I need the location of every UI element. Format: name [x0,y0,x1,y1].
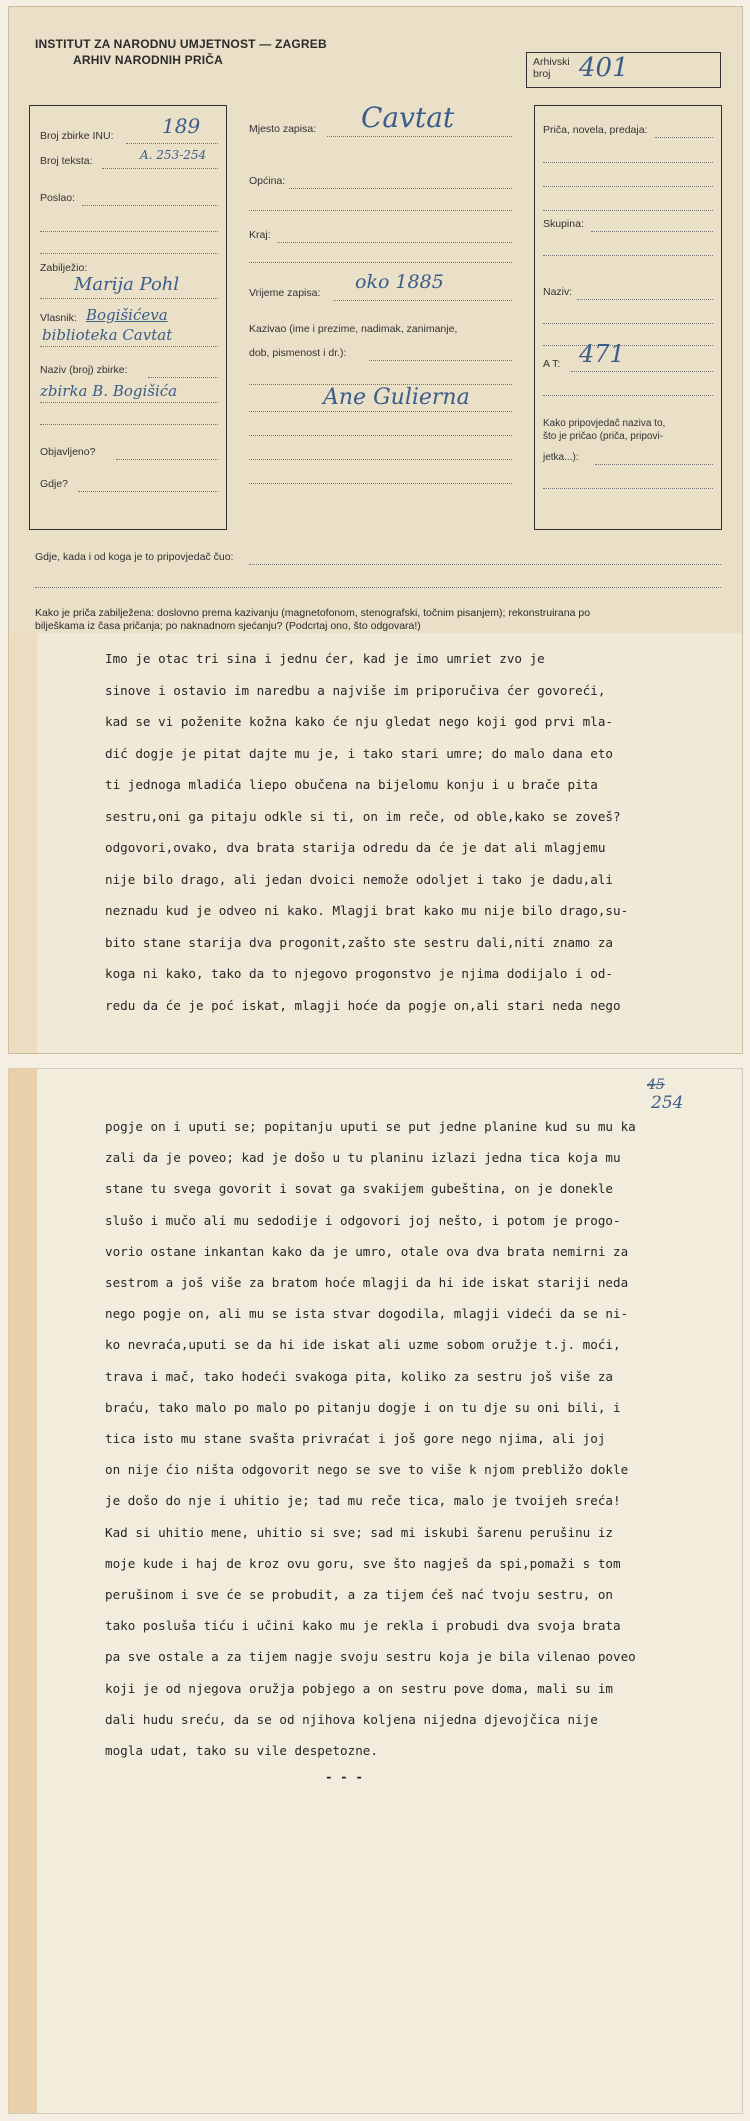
text-line: sestru,oni ga pitaju odkle si ti, on im reče, od oble,kako se zoveš? [105,808,621,824]
text-line: slušo i mučo ali mu sedodije i odgovori joj nešto, i potom je progo- [105,1212,621,1228]
typed-sheet-1 [9,633,742,1053]
kako-label-line2: što je pričao (priča, pripovi- [543,431,664,442]
right-info-box [534,105,722,530]
text-line: trava i mač, tako hodeći svakoga pita, koliko za sestru još više za [105,1368,613,1384]
text-line: tako posluša tiću i učini kako mu je rekla i probudi dva svoja brata [105,1618,621,1634]
text-line: pogje on i uputi se; popitanju uputi se put jedne planine kud su mu ka [105,1119,636,1134]
archive-card-page [8,6,743,1054]
poslao-label: Poslao: [40,192,76,204]
text-line: kad se vi poženite kožna kako će nju gledat nego koji god prvi mla- [105,714,613,729]
text-line: dić dogje je pitat dajte mu je, i tako stari umre; do malo dana eto [105,745,613,761]
naziv-zbirke-label: Naziv (broj) zbirke: [40,364,128,376]
vlasnik-value-line2: biblioteka Cavtat [42,326,173,344]
kazivao-label-line1: Kazivao (ime i prezime, nadimak, zanimanje, [249,323,458,335]
text-line: Kad si uhitio mene, uhitio si sve; sad mi iskubi šarenu perušinu iz [105,1524,613,1540]
vlasnik-value-line1: Bogišićeva [86,306,168,324]
objavljeno-label: Objavljeno? [40,446,96,458]
text-line: dali hudu sreću, da se od njihova koljena nijedna djevojčica nije [105,1711,598,1727]
text-line: koga ni kako, tako da to njegovo progonstvo je njima dodijalo i od- [105,966,613,981]
text-line: zali da je poveo; kad je došo u tu planinu izlazi jedna tica koja mu [105,1150,621,1166]
text-line: redu da će je poć iskat, mlagji hoće da pogje on,ali stari neda nego [105,997,621,1013]
page-number-crossed: 45 [647,1077,665,1093]
naziv-zbirke-value: zbirka B. Bogišića [40,382,178,400]
text-line: perušinom i sve će se probudit, a za tijem ćeš nać tvoju sestru, on [105,1587,613,1602]
typed-page-2 [8,1068,743,2114]
vrijeme-label: Vrijeme zapisa: [249,287,321,299]
text-line: vorio ostane inkantan kako da je umro, otale ova dva brata nemirni za [105,1243,629,1259]
text-line: sinove i ostavio im naredbu a najviše im priporučiva ćer govoreći, [105,682,606,698]
mjesto-label: Mjesto zapisa: [249,123,317,135]
archive-number-box [526,52,721,88]
text-line: Imo je otac tri sina i jednu ćer, kad je imo umriet zvo je [105,651,545,666]
text-line: mogla udat, tako su vile despetozne. [105,1743,378,1758]
teksta-label: Broj teksta: [40,155,93,167]
skupina-label: Skupina: [543,218,584,230]
text-line: ko nevraća,uputi se da hi ide iskat ali uzme sobom oružje t.j. moći, [105,1337,621,1353]
text-line: koji je od njegova oružja pobjego a on sestru pove doma, mali su im [105,1680,613,1696]
text-line: moje kude i haj de kroz ovu goru, sve što nagješ da spi,pomaži s tom [105,1555,621,1571]
kazivao-value: Ane Gulierna [323,385,470,410]
page-number: 254 [651,1093,684,1113]
zabiljezio-label: Zabilježio: [40,262,88,274]
text-line: stane tu svega govorit i sovat ga svakijem gubeština, on je donekle [105,1181,613,1197]
text-line: sestrom a još više za bratom hoće mlagji da hi ide iskat stariji neda [105,1275,629,1290]
text-line: tica isto mu stane svašta privraćat i još gore nego njima, ali joj [105,1431,606,1446]
note-line2: bilješkama iz časa pričanja; po naknadnom sjećanju? (Podcrtaj ono, što odgovara!) [35,620,421,632]
note-line1: Kako je priča zabilježena: doslovno prema kazivanju (magnetofonom, stenografski, točnim pisanjem); rekonstruirana po [35,607,591,619]
mjesto-value: Cavtat [361,101,455,134]
text-line: bito stane starija dva progonit,zašto ste sestru dali,niti znamo za [105,934,613,950]
kako-label-line1: Kako pripovjedač naziva to, [543,418,666,429]
text-line: nego pogje on, ali mu se ista stvar dogodila, mlagji videći da se ni- [105,1306,629,1322]
text-line: odgovori,ovako, dva brata starija odredu da će je dat ali mlagjemu [105,840,606,855]
left-info-box [29,105,227,530]
text-line: on nije ćio ništa odgovorit nego se sve to više k njom prebližo dokle [105,1462,629,1478]
vlasnik-label: Vlasnik: [40,312,77,324]
at-label: A T: [543,358,561,370]
text-line: neznadu kud je odveo ni kako. Mlagji brat kako mu nije bilo drago,su- [105,903,629,918]
archive-name: ARHIV NARODNIH PRIČA [73,53,224,67]
kraj-label: Kraj: [249,229,271,241]
text-line: ti jednoga mladića liepo obučena na bijelomu konju i u brače pita [105,777,598,792]
zabiljezio-value: Marija Pohl [74,274,180,295]
gdje-kada-label: Gdje, kada i od koga je to pripovjedač čuo: [35,551,234,563]
vrijeme-value: oko 1885 [355,271,444,293]
text-line: braću, tako malo po malo po pitanju dogje i on tu dje su oni bili, i [105,1399,621,1415]
text-line: je došo do nje i uhitio je; tad mu reče tica, malo je tvoijeh sreća! [105,1493,621,1509]
archive-number-label: Arhivski broj [533,56,570,80]
teksta-value: A. 253-254 [140,148,207,162]
zbirka-label: Broj zbirke INU: [40,130,114,142]
archive-number-value: 401 [579,53,629,83]
at-value: 471 [579,340,625,368]
prica-label: Priča, novela, predaja: [543,124,648,136]
text-line: pa sve ostale a za tijem nagje svoju sestru koja je bila vilenao poveo [105,1649,636,1665]
end-mark: - - - [325,1769,363,1784]
opcina-label: Općina: [249,175,286,187]
institute-name: INSTITUT ZA NARODNU UMJETNOST — ZAGREB [35,37,327,51]
kako-label-line3: jetka...): [543,452,579,463]
gdje-label: Gdje? [40,478,69,490]
kazivao-label-line2: dob, pismenost i dr.): [249,347,347,359]
naziv-label: Naziv: [543,286,573,298]
zbirka-value: 189 [162,114,201,138]
text-line: nije bilo drago, ali jedan dvoici nemože odoljet i tako je dadu,ali [105,871,613,887]
